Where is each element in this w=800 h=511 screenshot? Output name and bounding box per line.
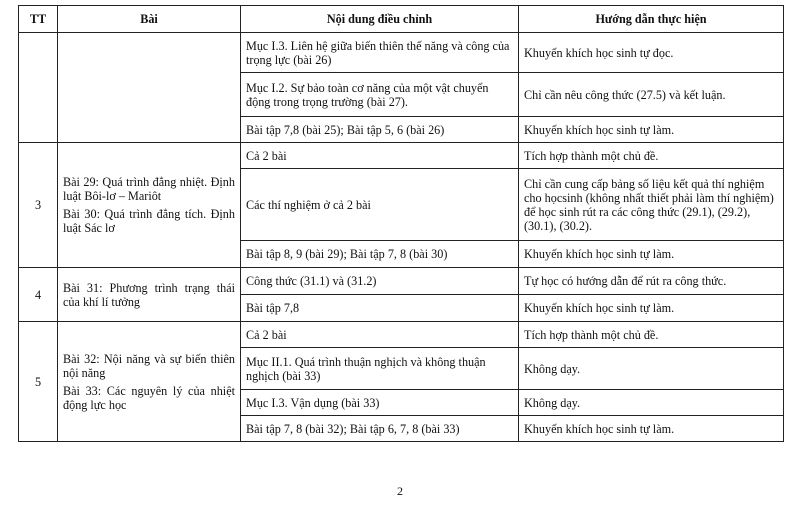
lesson-cell (58, 268, 241, 322)
implementation-guide: Khuyến khích học sinh tự đọc. (519, 33, 784, 73)
implementation-guide: Khuyến khích học sinh tự làm. (519, 416, 784, 442)
header-huong-dan: Hướng dẫn thực hiện (519, 6, 784, 33)
implementation-guide: Không dạy. (519, 348, 784, 390)
adjustment-table (18, 5, 784, 442)
table-row (19, 143, 784, 169)
implementation-guide: Tự học có hướng dẫn để rút ra công thức. (519, 268, 784, 295)
group-number: 5 (19, 322, 58, 442)
adjustment-content: Công thức (31.1) và (31.2) (241, 268, 519, 295)
implementation-guide: Khuyến khích học sinh tự làm. (519, 241, 784, 268)
header-tt: TT (19, 6, 58, 33)
adjustment-content: Bài tập 7,8 (241, 295, 519, 322)
implementation-guide: Khuyến khích học sinh tự làm. (519, 117, 784, 143)
adjustment-content: Mục I.3. Vận dụng (bài 33) (241, 390, 519, 416)
lesson-title: Bài 29: Quá trình đẳng nhiệt. Định luật Bôi-lơ – Mariôt (63, 175, 235, 203)
lesson-cell (58, 33, 241, 143)
header-noi-dung: Nội dung điều chỉnh (241, 6, 519, 33)
adjustment-content: Mục II.1. Quá trình thuận nghịch và không thuận nghịch (bài 33) (241, 348, 519, 390)
lesson-title: Bài 30: Quá trình đẳng tích. Định luật Sác lơ (63, 207, 235, 235)
lesson-cell (58, 143, 241, 268)
table-header (19, 6, 784, 33)
table-row (19, 33, 784, 73)
header-bai: Bài (58, 6, 241, 33)
implementation-guide: Chỉ cần cung cấp bảng số liệu kết quả thí nghiệm cho họcsinh (không nhất thiết phải làm thí nghiệm) để học sinh rút ra các công thức (29.1), (29.2), (30.1), (30.2). (519, 169, 784, 241)
adjustment-content: Bài tập 8, 9 (bài 29); Bài tập 7, 8 (bài 30) (241, 241, 519, 268)
adjustment-content: Cả 2 bài (241, 322, 519, 348)
lesson-title: Bài 32: Nội năng và sự biến thiên nội năng (63, 351, 235, 380)
adjustment-content: Cả 2 bài (241, 143, 519, 169)
adjustment-content: Các thí nghiệm ở cả 2 bài (241, 169, 519, 241)
implementation-guide: Tích hợp thành một chủ đề. (519, 143, 784, 169)
adjustment-content: Bài tập 7, 8 (bài 32); Bài tập 6, 7, 8 (bài 33) (241, 416, 519, 442)
group-number: 3 (19, 143, 58, 268)
lesson-title: Bài 31: Phương trình trạng thái của khí lí tưởng (63, 280, 235, 309)
implementation-guide: Chỉ cần nêu công thức (27.5) và kết luận. (519, 73, 784, 117)
table-row (19, 322, 784, 348)
implementation-guide: Khuyến khích học sinh tự làm. (519, 295, 784, 322)
table-row (19, 268, 784, 295)
lesson-cell (58, 322, 241, 442)
page-number: 2 (397, 484, 403, 498)
implementation-guide: Tích hợp thành một chủ đề. (519, 322, 784, 348)
adjustment-content: Bài tập 7,8 (bài 25); Bài tập 5, 6 (bài 26) (241, 117, 519, 143)
group-number: 4 (19, 268, 58, 322)
group-number (19, 33, 58, 143)
implementation-guide: Không dạy. (519, 390, 784, 416)
lesson-title: Bài 33: Các nguyên lý của nhiệt động lực học (63, 383, 235, 412)
adjustment-content: Mục I.3. Liên hệ giữa biến thiên thế năng và công của trọng lực (bài 26) (241, 33, 519, 73)
adjustment-content: Mục I.2. Sự bảo toàn cơ năng của một vật chuyển động trong trọng trường (bài 27). (241, 73, 519, 117)
